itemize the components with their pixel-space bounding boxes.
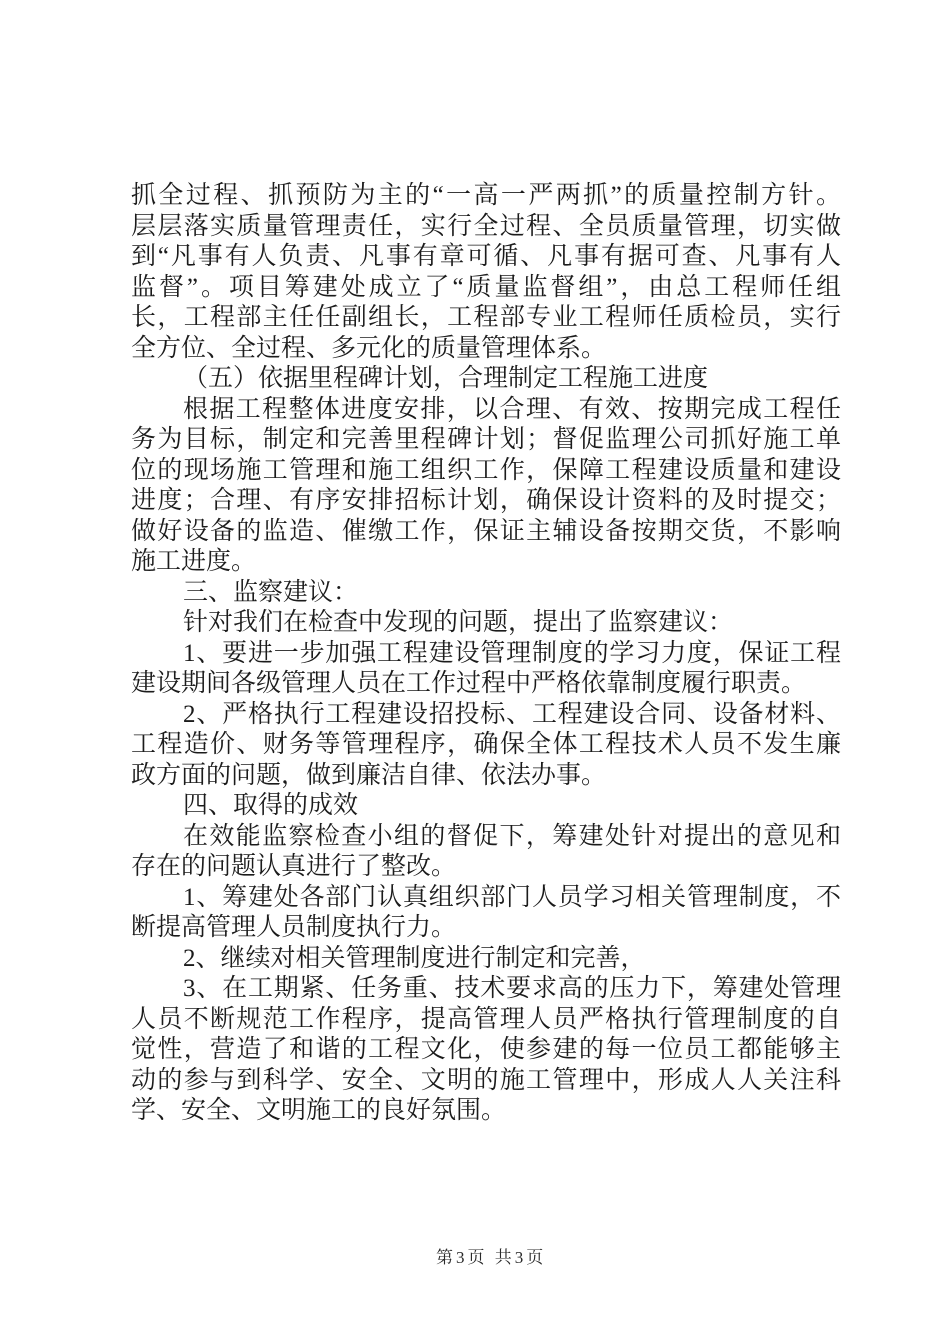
text-line: 针对我们在检查中发现的问题，提出了监察建议： xyxy=(183,609,734,636)
text-line: 动的参与到科学、安全、文明的施工管理中，形成人人关注科 xyxy=(131,1066,841,1094)
text-line: 存在的问题认真进行了整改。 xyxy=(131,853,457,880)
text-line: 1、筹建处各部门认真组织部门人员学习相关管理制度，不 xyxy=(183,883,841,911)
text-line: （五）依据里程碑计划，合理制定工程施工进度 xyxy=(183,365,709,392)
text-line: 三、监察建议： xyxy=(183,578,359,606)
text-line: 进度；合理、有序安排招标计划，确保设计资料的及时提交； xyxy=(131,487,841,514)
text-line: 政方面的问题，做到廉洁自律、依法办事。 xyxy=(131,761,607,789)
text-line: 抓全过程、抓预防为主的“一高一严两抓”的质量控制方针。 xyxy=(131,182,841,209)
page-footer xyxy=(436,1243,546,1265)
text-line: 施工进度。 xyxy=(131,548,257,575)
text-line: 做好设备的监造、催缴工作，保证主辅设备按期交货，不影响 xyxy=(131,517,841,545)
text-line: 断提高管理人员制度执行力。 xyxy=(131,914,457,941)
document-body xyxy=(131,181,841,1127)
page-number-label: 第3页 共3页 xyxy=(436,1248,547,1267)
text-line: 1、要进一步加强工程建设管理制度的学习力度，保证工程 xyxy=(183,639,841,667)
text-line: 位的现场施工管理和施工组织工作，保障工程建设质量和建设 xyxy=(131,456,841,484)
text-line: 工程造价、财务等管理程序，确保全体工程技术人员不发生廉 xyxy=(131,731,841,758)
text-line: 监督”。项目筹建处成立了“质量监督组”，由总工程师任组 xyxy=(131,273,841,301)
text-line: 在效能监察检查小组的督促下，筹建处针对提出的意见和 xyxy=(183,822,841,850)
text-line: 根据工程整体进度安排，以合理、有效、按期完成工程任 xyxy=(183,395,841,423)
text-line: 到“凡事有人负责、凡事有章可循、凡事有据可查、凡事有人 xyxy=(131,243,841,270)
text-line: 全方位、全过程、多元化的质量管理体系。 xyxy=(131,334,607,362)
text-line: 觉性，营造了和谐的工程文化，使参建的每一位员工都能够主 xyxy=(131,1036,841,1063)
text-line: 人员不断规范工作程序，提高管理人员严格执行管理制度的自 xyxy=(131,1005,841,1033)
text-line: 四、取得的成效 xyxy=(183,792,359,819)
text-line: 务为目标，制定和完善里程碑计划；督促监理公司抓好施工单 xyxy=(131,426,841,453)
text-line: 学、安全、文明施工的良好氛围。 xyxy=(131,1097,507,1124)
text-line: 2、继续对相关管理制度进行制定和完善， xyxy=(183,944,646,972)
text-line: 建设期间各级管理人员在工作过程中严格依靠制度履行职责。 xyxy=(131,670,807,697)
text-line: 3、在工期紧、任务重、技术要求高的压力下，筹建处管理 xyxy=(183,975,841,1002)
text-line: 2、严格执行工程建设招投标、工程建设合同、设备材料、 xyxy=(183,700,841,728)
text-line: 层层落实质量管理责任，实行全过程、全员质量管理，切实做 xyxy=(131,212,841,240)
text-line: 长，工程部主任任副组长，工程部专业工程师任质检员，实行 xyxy=(131,304,841,331)
